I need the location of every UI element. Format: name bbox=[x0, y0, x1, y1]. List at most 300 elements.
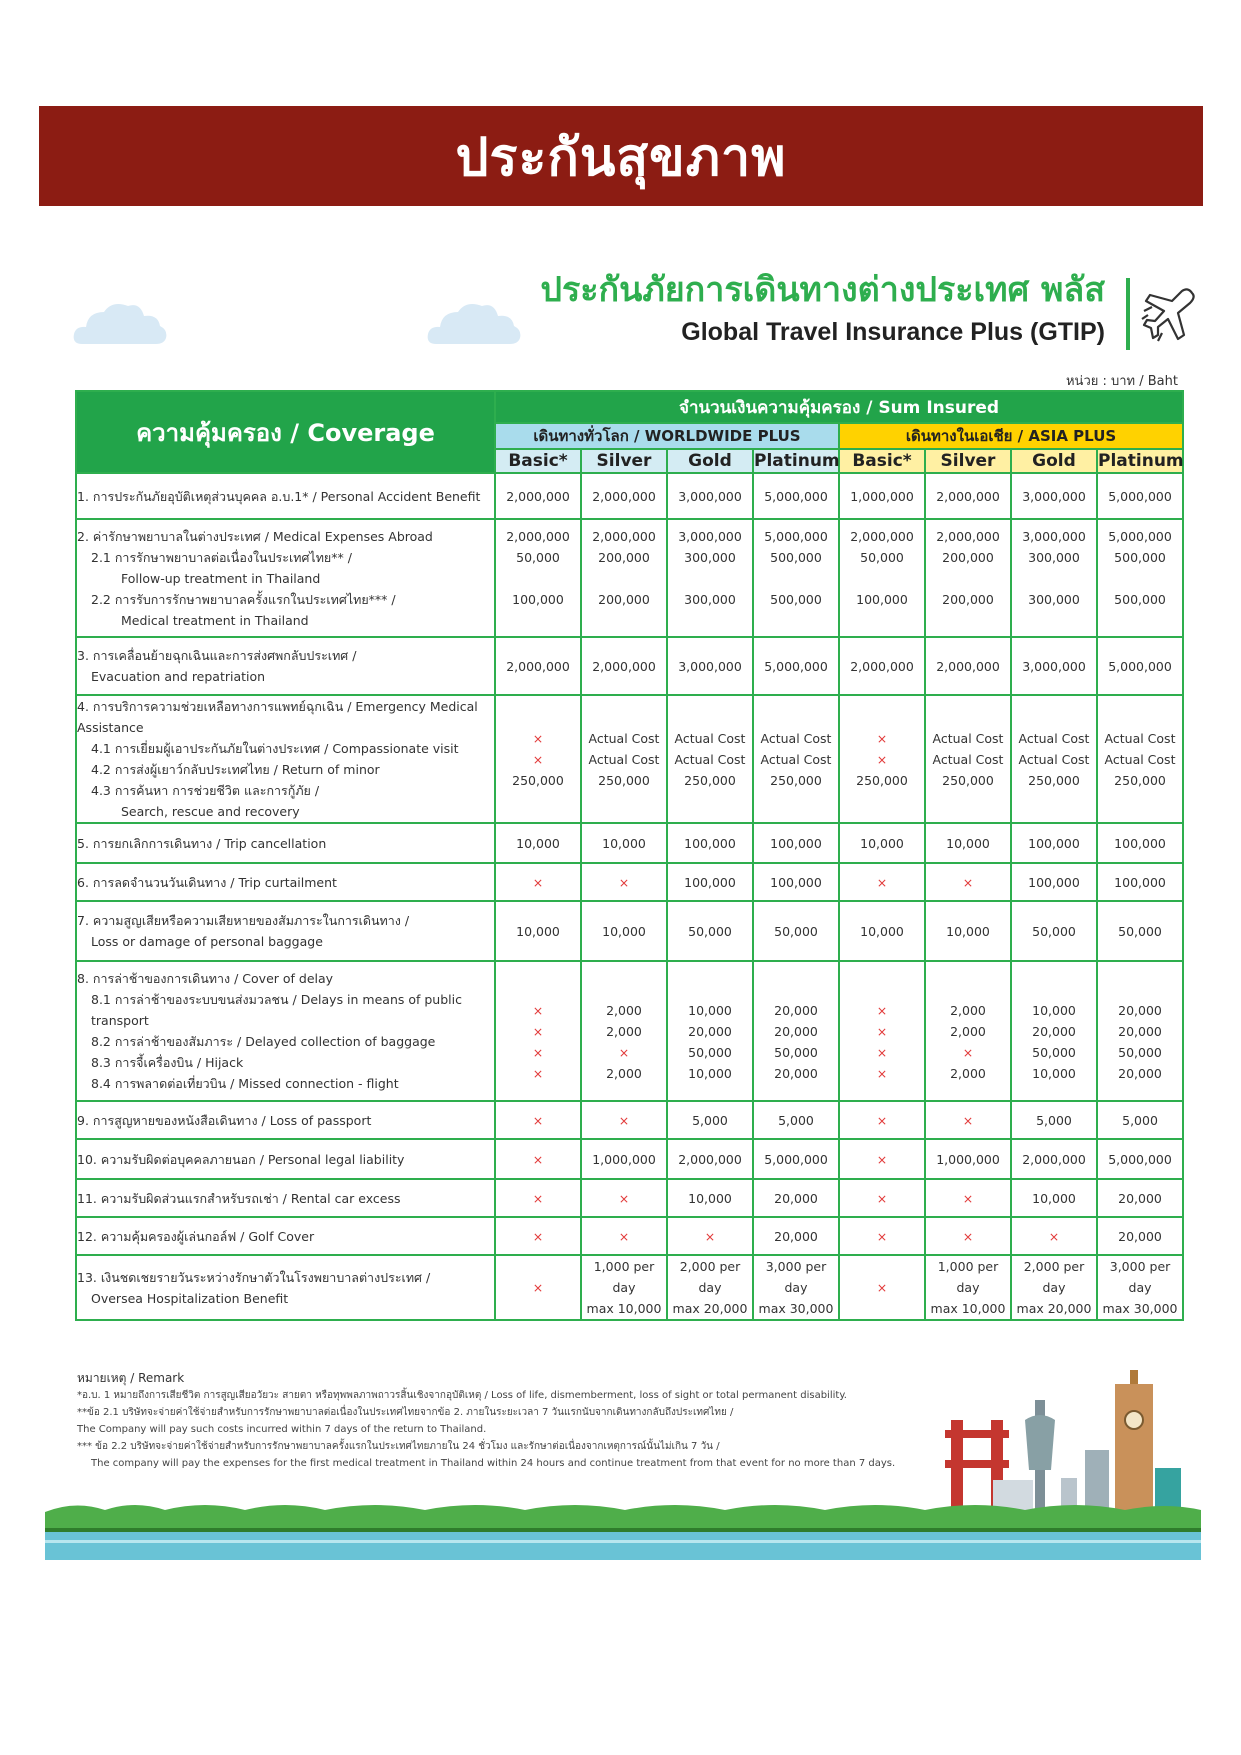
sum-insured-value: max 30,000 bbox=[758, 1301, 834, 1316]
not-covered-mark: × bbox=[876, 1190, 888, 1206]
sum-insured-cell bbox=[753, 823, 839, 863]
sum-insured-value: 2,000,000 bbox=[1022, 1151, 1086, 1167]
sum-insured-value: 5,000,000 bbox=[1108, 1151, 1172, 1167]
sum-insured-value: 50,000 bbox=[860, 549, 904, 565]
not-covered-mark: × bbox=[532, 1065, 544, 1081]
coverage-table bbox=[75, 390, 1184, 1321]
sum-insured-value: 250,000 bbox=[684, 772, 736, 788]
remark-line: *อ.บ. 1 หมายถึงการเสียชีวิต การสูญเสียอวัยวะ สายตา หรือทุพพลภาพถาวรสิ้นเชิงจากอุบัติเหตุ / Loss of life, dismemberment, loss of sight or total permanent disability. bbox=[77, 1390, 847, 1401]
sum-insured-value: 1,000 per day bbox=[593, 1259, 655, 1295]
sum-insured-cell bbox=[839, 1179, 925, 1217]
sum-insured-cell bbox=[1011, 961, 1097, 1101]
sum-insured-value: 100,000 bbox=[1028, 874, 1080, 890]
sum-insured-cell bbox=[839, 863, 925, 901]
sum-insured-cell bbox=[1011, 823, 1097, 863]
sum-insured-value bbox=[496, 707, 580, 728]
sum-insured-cell bbox=[495, 695, 581, 823]
sum-insured-cell bbox=[1097, 695, 1183, 823]
sum-insured-value: 3,000 per day bbox=[765, 1259, 827, 1295]
coverage-label-line: 2. ค่ารักษาพยาบาลในต่างประเทศ / Medical Expenses Abroad bbox=[77, 528, 433, 544]
sum-insured-cell bbox=[925, 1101, 1011, 1139]
sum-insured-cell bbox=[1011, 1179, 1097, 1217]
sum-insured-value: 2,000,000 bbox=[592, 658, 656, 674]
sum-insured-cell bbox=[495, 1139, 581, 1179]
sum-insured-value: max 10,000 bbox=[930, 1301, 1006, 1316]
sum-insured-cell bbox=[753, 1139, 839, 1179]
sum-insured-cell bbox=[839, 961, 925, 1101]
sum-insured-value bbox=[1012, 707, 1096, 728]
sum-insured-cell bbox=[753, 1217, 839, 1255]
coverage-label-line: 10. ความรับผิดต่อบุคคลภายนอก / Personal legal liability bbox=[77, 1151, 405, 1167]
sum-insured-cell bbox=[753, 519, 839, 637]
sum-insured-value: 20,000 bbox=[774, 1190, 818, 1206]
sum-insured-value: 2,000,000 bbox=[506, 658, 570, 674]
remark-title: หมายเหตุ / Remark bbox=[77, 1371, 185, 1385]
sum-insured-value: 5,000,000 bbox=[1108, 658, 1172, 674]
not-covered-mark: × bbox=[876, 1065, 888, 1081]
sum-insured-value bbox=[496, 791, 580, 812]
not-covered-mark: × bbox=[962, 1044, 974, 1060]
coverage-label bbox=[76, 1101, 495, 1139]
sum-insured-value: 5,000,000 bbox=[1108, 528, 1172, 544]
not-covered-mark: × bbox=[962, 874, 974, 890]
sum-insured-value: 20,000 bbox=[1118, 1065, 1162, 1081]
sum-insured-value: 50,000 bbox=[1118, 1044, 1162, 1060]
sum-insured-value bbox=[582, 979, 666, 1000]
sum-insured-value: 20,000 bbox=[688, 1023, 732, 1039]
sum-insured-value: 10,000 bbox=[688, 1065, 732, 1081]
coverage-label-line: Follow-up treatment in Thailand bbox=[121, 570, 321, 586]
sum-insured-value: 250,000 bbox=[598, 772, 650, 788]
coverage-label-line: Evacuation and repatriation bbox=[91, 669, 266, 684]
sum-insured-value: Actual Cost bbox=[932, 751, 1004, 767]
sum-insured-value bbox=[668, 568, 752, 589]
sum-insured-value: 10,000 bbox=[688, 1002, 732, 1018]
product-title-english: Global Travel Insurance Plus (GTIP) bbox=[681, 318, 1105, 346]
sum-insured-value: 100,000 bbox=[770, 874, 822, 890]
sum-insured-value: 500,000 bbox=[770, 549, 822, 565]
not-covered-mark: × bbox=[876, 1002, 888, 1018]
sum-insured-cell bbox=[925, 637, 1011, 695]
sum-insured-value bbox=[1098, 707, 1182, 728]
coverage-label bbox=[76, 961, 495, 1101]
sum-insured-value: 20,000 bbox=[774, 1228, 818, 1244]
sum-insured-value bbox=[1012, 568, 1096, 589]
sum-insured-value bbox=[668, 707, 752, 728]
sum-insured-value: 2,000 bbox=[606, 1023, 642, 1039]
coverage-label bbox=[76, 695, 495, 823]
sum-insured-value: 100,000 bbox=[856, 591, 908, 607]
sum-insured-value: 2,000 bbox=[606, 1065, 642, 1081]
airplane-icon bbox=[1140, 285, 1200, 345]
not-covered-mark: × bbox=[532, 751, 544, 767]
sum-insured-value: 2,000,000 bbox=[936, 528, 1000, 544]
remark-line: The company will pay the expenses for the first medical treatment in Thailand within 24 hours and continue treatment from that event for no more than 7 days. bbox=[91, 1458, 896, 1469]
sum-insured-value bbox=[754, 610, 838, 631]
sum-insured-cell bbox=[495, 1217, 581, 1255]
sum-insured-cell bbox=[581, 1139, 667, 1179]
sum-insured-value: 3,000,000 bbox=[1022, 658, 1086, 674]
sum-insured-value: 2,000,000 bbox=[506, 528, 570, 544]
sum-insured-cell bbox=[925, 901, 1011, 961]
coverage-label bbox=[76, 1179, 495, 1217]
coverage-label bbox=[76, 519, 495, 637]
sum-insured-cell bbox=[581, 1255, 667, 1320]
sum-insured-cell bbox=[1011, 695, 1097, 823]
sum-insured-value: 2,000 per day bbox=[1023, 1259, 1085, 1295]
tier-header: Platinum bbox=[754, 451, 840, 471]
remark-line: The Company will pay such costs incurred within 7 days of the return to Thailand. bbox=[77, 1424, 487, 1435]
sum-insured-value: 500,000 bbox=[1114, 549, 1166, 565]
sum-insured-value: 1,000 per day bbox=[937, 1259, 999, 1295]
cloud-icon bbox=[72, 300, 168, 346]
coverage-label bbox=[76, 863, 495, 901]
sum-insured-cell bbox=[667, 473, 753, 519]
sum-insured-cell bbox=[839, 637, 925, 695]
tier-header: Silver bbox=[925, 449, 1011, 473]
sum-insured-value: 200,000 bbox=[942, 549, 994, 565]
sum-insured-value: max 20,000 bbox=[672, 1301, 748, 1316]
sum-insured-value: 3,000,000 bbox=[678, 488, 742, 504]
sum-insured-cell bbox=[1011, 1139, 1097, 1179]
tier-header: Gold bbox=[1011, 449, 1097, 473]
sum-insured-value: 50,000 bbox=[688, 1044, 732, 1060]
sum-insured-value: 5,000 bbox=[778, 1112, 814, 1128]
sum-insured-value: 10,000 bbox=[516, 835, 560, 851]
not-covered-mark: × bbox=[618, 1228, 630, 1244]
sum-insured-value: 2,000,000 bbox=[678, 1151, 742, 1167]
table-row bbox=[76, 1179, 1183, 1217]
coverage-label-line: 4.2 การส่งผู้เยาว์กลับประเทศไทย / Return of minor bbox=[91, 762, 380, 777]
coverage-label-line: Loss or damage of personal baggage bbox=[91, 934, 323, 949]
coverage-header: ความคุ้มครอง / Coverage bbox=[76, 391, 495, 473]
sum-insured-value: 100,000 bbox=[684, 874, 736, 890]
sum-insured-value: 10,000 bbox=[860, 835, 904, 851]
product-title-thai: ประกันภัยการเดินทางต่างประเทศ พลัส bbox=[540, 270, 1105, 310]
sum-insured-value: 2,000,000 bbox=[850, 528, 914, 544]
sum-insured-cell bbox=[925, 863, 1011, 901]
city-skyline-illustration bbox=[45, 1360, 1201, 1560]
coverage-label-line: 3. การเคลื่อนย้ายฉุกเฉินและการส่งศพกลับประเทศ / bbox=[77, 648, 357, 663]
sum-insured-value bbox=[926, 979, 1010, 1000]
sum-insured-value: 3,000,000 bbox=[1022, 528, 1086, 544]
sum-insured-cell bbox=[667, 1101, 753, 1139]
sum-insured-value bbox=[1098, 791, 1182, 812]
remark-line: *** ข้อ 2.2 บริษัทจะจ่ายค่าใช้จ่ายสำหรับการรักษาพยาบาลครั้งแรกในประเทศไทยภายใน 24 ชั่วโมง และรักษาต่อเนื่องจากเหตุการณ์นั้นไม่เกิน 7 วัน / bbox=[77, 1441, 720, 1452]
sum-insured-value: 2,000 per day bbox=[679, 1259, 741, 1295]
sum-insured-value: Actual Cost bbox=[674, 751, 746, 767]
sum-insured-cell bbox=[1097, 863, 1183, 901]
not-covered-mark: × bbox=[876, 751, 888, 767]
table-row bbox=[76, 695, 1183, 823]
sum-insured-value: 50,000 bbox=[1032, 1044, 1076, 1060]
sum-insured-value: 100,000 bbox=[770, 835, 822, 851]
tier-header: Basic* bbox=[839, 449, 925, 473]
sum-insured-cell bbox=[839, 823, 925, 863]
sum-insured-value: 250,000 bbox=[770, 772, 822, 788]
not-covered-mark: × bbox=[532, 1228, 544, 1244]
remark-line: **ข้อ 2.1 บริษัทจะจ่ายค่าใช้จ่ายสำหรับการรักษาพยาบาลต่อเนื่องในประเทศไทยจากข้อ 2. ภายในระยะเวลา 7 วันแรกนับจากเดินทางกลับถึงประเทศไทย / bbox=[77, 1407, 734, 1418]
sum-insured-cell bbox=[753, 637, 839, 695]
not-covered-mark: × bbox=[532, 730, 544, 746]
not-covered-mark: × bbox=[532, 874, 544, 890]
sum-insured-cell bbox=[753, 901, 839, 961]
sum-insured-cell bbox=[495, 1179, 581, 1217]
sum-insured-cell bbox=[839, 1139, 925, 1179]
coverage-label-line: 4.1 การเยี่ยมผู้เอาประกันภัยในต่างประเทศ / Compassionate visit bbox=[91, 741, 459, 756]
sum-insured-value: 5,000 bbox=[1122, 1112, 1158, 1128]
table-row bbox=[76, 637, 1183, 695]
sum-insured-cell bbox=[581, 823, 667, 863]
sum-insured-value bbox=[582, 707, 666, 728]
not-covered-mark: × bbox=[876, 1151, 888, 1167]
sum-insured-value: 1,000,000 bbox=[592, 1151, 656, 1167]
not-covered-mark: × bbox=[532, 1044, 544, 1060]
sum-insured-cell bbox=[581, 863, 667, 901]
sum-insured-value bbox=[1012, 610, 1096, 631]
coverage-label bbox=[76, 1139, 495, 1179]
tier-header: Silver bbox=[581, 449, 667, 473]
sum-insured-cell bbox=[753, 473, 839, 519]
banner-title: ประกันสุขภาพ bbox=[455, 127, 787, 188]
sum-insured-cell bbox=[495, 961, 581, 1101]
sum-insured-value: 2,000 bbox=[606, 1002, 642, 1018]
sum-insured-cell bbox=[667, 823, 753, 863]
not-covered-mark: × bbox=[618, 1190, 630, 1206]
not-covered-mark: × bbox=[876, 1228, 888, 1244]
sum-insured-value: 10,000 bbox=[688, 1190, 732, 1206]
sum-insured-cell bbox=[1097, 823, 1183, 863]
sum-insured-cell bbox=[1011, 1255, 1097, 1320]
sum-insured-value: Actual Cost bbox=[1104, 751, 1176, 767]
sum-insured-cell bbox=[667, 1217, 753, 1255]
sum-insured-value: Actual Cost bbox=[932, 730, 1004, 746]
sum-insured-cell bbox=[667, 863, 753, 901]
sum-insured-value: 20,000 bbox=[1032, 1023, 1076, 1039]
sum-insured-cell bbox=[581, 1217, 667, 1255]
coverage-label-line: 8.2 การล่าช้าของสัมภาระ / Delayed collection of baggage bbox=[91, 1034, 436, 1049]
sum-insured-cell bbox=[1097, 901, 1183, 961]
sum-insured-value: 3,000 per day bbox=[1109, 1259, 1171, 1295]
sum-insured-value: 1,000,000 bbox=[936, 1151, 1000, 1167]
sum-insured-cell bbox=[1097, 1101, 1183, 1139]
sum-insured-value bbox=[754, 568, 838, 589]
sum-insured-cell bbox=[667, 901, 753, 961]
sum-insured-cell bbox=[925, 519, 1011, 637]
coverage-label bbox=[76, 1217, 495, 1255]
sum-insured-value: 300,000 bbox=[684, 591, 736, 607]
sum-insured-value bbox=[840, 568, 924, 589]
coverage-label bbox=[76, 1255, 495, 1320]
sum-insured-value: 5,000,000 bbox=[1108, 488, 1172, 504]
tier-header: Platinum bbox=[1098, 451, 1184, 471]
tier-header: Gold bbox=[667, 449, 753, 473]
sum-insured-value: Actual Cost bbox=[588, 751, 660, 767]
sum-insured-cell bbox=[753, 863, 839, 901]
sum-insured-value: 100,000 bbox=[1028, 835, 1080, 851]
sum-insured-value: 2,000 bbox=[950, 1065, 986, 1081]
sum-insured-value: 3,000,000 bbox=[678, 658, 742, 674]
coverage-label-line: 13. เงินชดเชยรายวันระหว่างรักษาตัวในโรงพยาบาลต่างประเทศ / bbox=[77, 1269, 431, 1285]
sum-insured-value: 20,000 bbox=[1118, 1228, 1162, 1244]
sum-insured-value: 50,000 bbox=[1118, 923, 1162, 939]
sum-insured-value bbox=[496, 568, 580, 589]
sum-insured-cell bbox=[581, 1179, 667, 1217]
sum-insured-cell bbox=[1097, 637, 1183, 695]
coverage-label-line: 4.3 การค้นหา การช่วยชีวิต และการกู้ภัย / bbox=[91, 783, 320, 798]
sum-insured-cell bbox=[581, 961, 667, 1101]
sum-insured-cell bbox=[925, 473, 1011, 519]
sum-insured-value: 20,000 bbox=[1118, 1190, 1162, 1206]
sum-insured-value: 5,000,000 bbox=[764, 488, 828, 504]
not-covered-mark: × bbox=[1048, 1228, 1060, 1244]
not-covered-mark: × bbox=[532, 1023, 544, 1039]
sum-insured-cell bbox=[753, 1101, 839, 1139]
sum-insured-value bbox=[496, 979, 580, 1000]
sum-insured-cell bbox=[667, 1255, 753, 1320]
not-covered-mark: × bbox=[876, 1044, 888, 1060]
sum-insured-cell bbox=[667, 695, 753, 823]
sum-insured-value: 200,000 bbox=[942, 591, 994, 607]
sum-insured-value: 50,000 bbox=[688, 923, 732, 939]
sum-insured-value: max 30,000 bbox=[1102, 1301, 1178, 1316]
not-covered-mark: × bbox=[962, 1112, 974, 1128]
not-covered-mark: × bbox=[876, 1280, 888, 1295]
sum-insured-cell bbox=[495, 901, 581, 961]
page-banner bbox=[39, 106, 1203, 206]
sum-insured-value: Actual Cost bbox=[760, 751, 832, 767]
table-row bbox=[76, 519, 1183, 637]
sum-insured-value: 300,000 bbox=[1028, 549, 1080, 565]
sum-insured-cell bbox=[1097, 519, 1183, 637]
sum-insured-value bbox=[1098, 979, 1182, 1000]
table-row bbox=[76, 1217, 1183, 1255]
coverage-label-line: 6. การลดจำนวนวันเดินทาง / Trip curtailment bbox=[77, 874, 337, 890]
sum-insured-value: Actual Cost bbox=[1018, 730, 1090, 746]
coverage-label-line: 2.1 การรักษาพยาบาลต่อเนื่องในประเทศไทย** / bbox=[91, 549, 352, 565]
sum-insured-cell bbox=[581, 1101, 667, 1139]
sum-insured-value: 500,000 bbox=[1114, 591, 1166, 607]
sum-insured-cell bbox=[839, 1255, 925, 1320]
sum-insured-value: 20,000 bbox=[1118, 1002, 1162, 1018]
sum-insured-value: 10,000 bbox=[946, 923, 990, 939]
sum-insured-cell bbox=[667, 1139, 753, 1179]
sum-insured-cell bbox=[1097, 961, 1183, 1101]
sum-insured-cell bbox=[667, 961, 753, 1101]
sum-insured-value: 1,000,000 bbox=[850, 488, 914, 504]
not-covered-mark: × bbox=[618, 1044, 630, 1060]
sum-insured-cell bbox=[495, 519, 581, 637]
coverage-label-line: 5. การยกเลิกการเดินทาง / Trip cancellation bbox=[77, 835, 327, 851]
sum-insured-cell bbox=[925, 1179, 1011, 1217]
sum-insured-value bbox=[926, 568, 1010, 589]
sum-insured-value: 100,000 bbox=[1114, 835, 1166, 851]
coverage-label-line: 11. ความรับผิดส่วนแรกสำหรับรถเช่า / Rental car excess bbox=[77, 1190, 401, 1206]
sum-insured-value: 3,000,000 bbox=[1022, 488, 1086, 504]
sum-insured-value: 250,000 bbox=[942, 772, 994, 788]
sum-insured-value: 5,000 bbox=[692, 1112, 728, 1128]
sum-insured-cell bbox=[839, 901, 925, 961]
sum-insured-cell bbox=[1097, 1179, 1183, 1217]
sum-insured-value: 250,000 bbox=[1114, 772, 1166, 788]
not-covered-mark: × bbox=[532, 1280, 544, 1295]
sum-insured-cell bbox=[1097, 1255, 1183, 1320]
sum-insured-cell bbox=[839, 1217, 925, 1255]
worldwide-plus-header: เดินทางทั่วโลก / WORLDWIDE PLUS bbox=[495, 423, 839, 449]
sum-insured-value: 2,000,000 bbox=[592, 528, 656, 544]
sum-insured-cell bbox=[495, 473, 581, 519]
sum-insured-value: Actual Cost bbox=[760, 730, 832, 746]
not-covered-mark: × bbox=[704, 1228, 716, 1244]
sum-insured-value bbox=[840, 791, 924, 812]
sum-insured-value bbox=[926, 791, 1010, 812]
sum-insured-value: 10,000 bbox=[946, 835, 990, 851]
sum-insured-cell bbox=[925, 1139, 1011, 1179]
sum-insured-value: 100,000 bbox=[684, 835, 736, 851]
sum-insured-value: 250,000 bbox=[512, 772, 564, 788]
sum-insured-cell bbox=[581, 695, 667, 823]
coverage-label-line: 12. ความคุ้มครองผู้เล่นกอล์ฟ / Golf Cover bbox=[77, 1228, 315, 1244]
sum-insured-cell bbox=[839, 1101, 925, 1139]
sum-insured-cell bbox=[1097, 473, 1183, 519]
coverage-label-line: 8.3 การจี้เครื่องบิน / Hijack bbox=[91, 1055, 244, 1070]
sum-insured-value bbox=[668, 791, 752, 812]
not-covered-mark: × bbox=[876, 1023, 888, 1039]
table-row bbox=[76, 901, 1183, 961]
sum-insured-value: max 20,000 bbox=[1016, 1301, 1092, 1316]
sum-insured-cell bbox=[581, 637, 667, 695]
sum-insured-value bbox=[582, 568, 666, 589]
sum-insured-value: 2,000 bbox=[950, 1023, 986, 1039]
coverage-label bbox=[76, 823, 495, 863]
sum-insured-value: 10,000 bbox=[1032, 1065, 1076, 1081]
coverage-label-line: 1. การประกันภัยอุบัติเหตุส่วนบุคคล อ.บ.1* / Personal Accident Benefit bbox=[77, 488, 481, 504]
table-row bbox=[76, 1255, 1183, 1320]
sum-insured-cell bbox=[1011, 901, 1097, 961]
sum-insured-cell bbox=[1011, 637, 1097, 695]
sum-insured-value bbox=[840, 707, 924, 728]
sum-insured-value: Actual Cost bbox=[674, 730, 746, 746]
coverage-label-line: Medical treatment in Thailand bbox=[121, 612, 309, 628]
sum-insured-value bbox=[582, 791, 666, 812]
sum-insured-cell bbox=[1011, 519, 1097, 637]
table-row bbox=[76, 961, 1183, 1101]
sum-insured-value: 300,000 bbox=[684, 549, 736, 565]
brand-divider bbox=[1126, 278, 1130, 350]
sum-insured-cell bbox=[925, 1217, 1011, 1255]
sum-insured-cell bbox=[581, 473, 667, 519]
sum-insured-value bbox=[668, 979, 752, 1000]
sum-insured-value bbox=[496, 610, 580, 631]
sum-insured-cell bbox=[839, 473, 925, 519]
table-row bbox=[76, 823, 1183, 863]
sum-insured-value: 2,000,000 bbox=[936, 658, 1000, 674]
sum-insured-value: 10,000 bbox=[602, 835, 646, 851]
sum-insured-value: 50,000 bbox=[516, 549, 560, 565]
sum-insured-cell bbox=[1097, 1217, 1183, 1255]
sum-insured-cell bbox=[925, 961, 1011, 1101]
sum-insured-cell bbox=[1097, 1139, 1183, 1179]
sum-insured-cell bbox=[753, 961, 839, 1101]
coverage-label-line: 7. ความสูญเสียหรือความเสียหายของสัมภาระในการเดินทาง / bbox=[77, 913, 410, 928]
sum-insured-value: Actual Cost bbox=[1018, 751, 1090, 767]
sum-insured-value bbox=[1012, 791, 1096, 812]
coverage-label-line: 4. การบริการความช่วยเหลือทางการแพทย์ฉุกเฉิน / Emergency Medical Assistance bbox=[77, 699, 478, 735]
sum-insured-value bbox=[582, 610, 666, 631]
sum-insured-value: 5,000,000 bbox=[764, 1151, 828, 1167]
sum-insured-value bbox=[754, 979, 838, 1000]
sum-insured-value: 250,000 bbox=[856, 772, 908, 788]
